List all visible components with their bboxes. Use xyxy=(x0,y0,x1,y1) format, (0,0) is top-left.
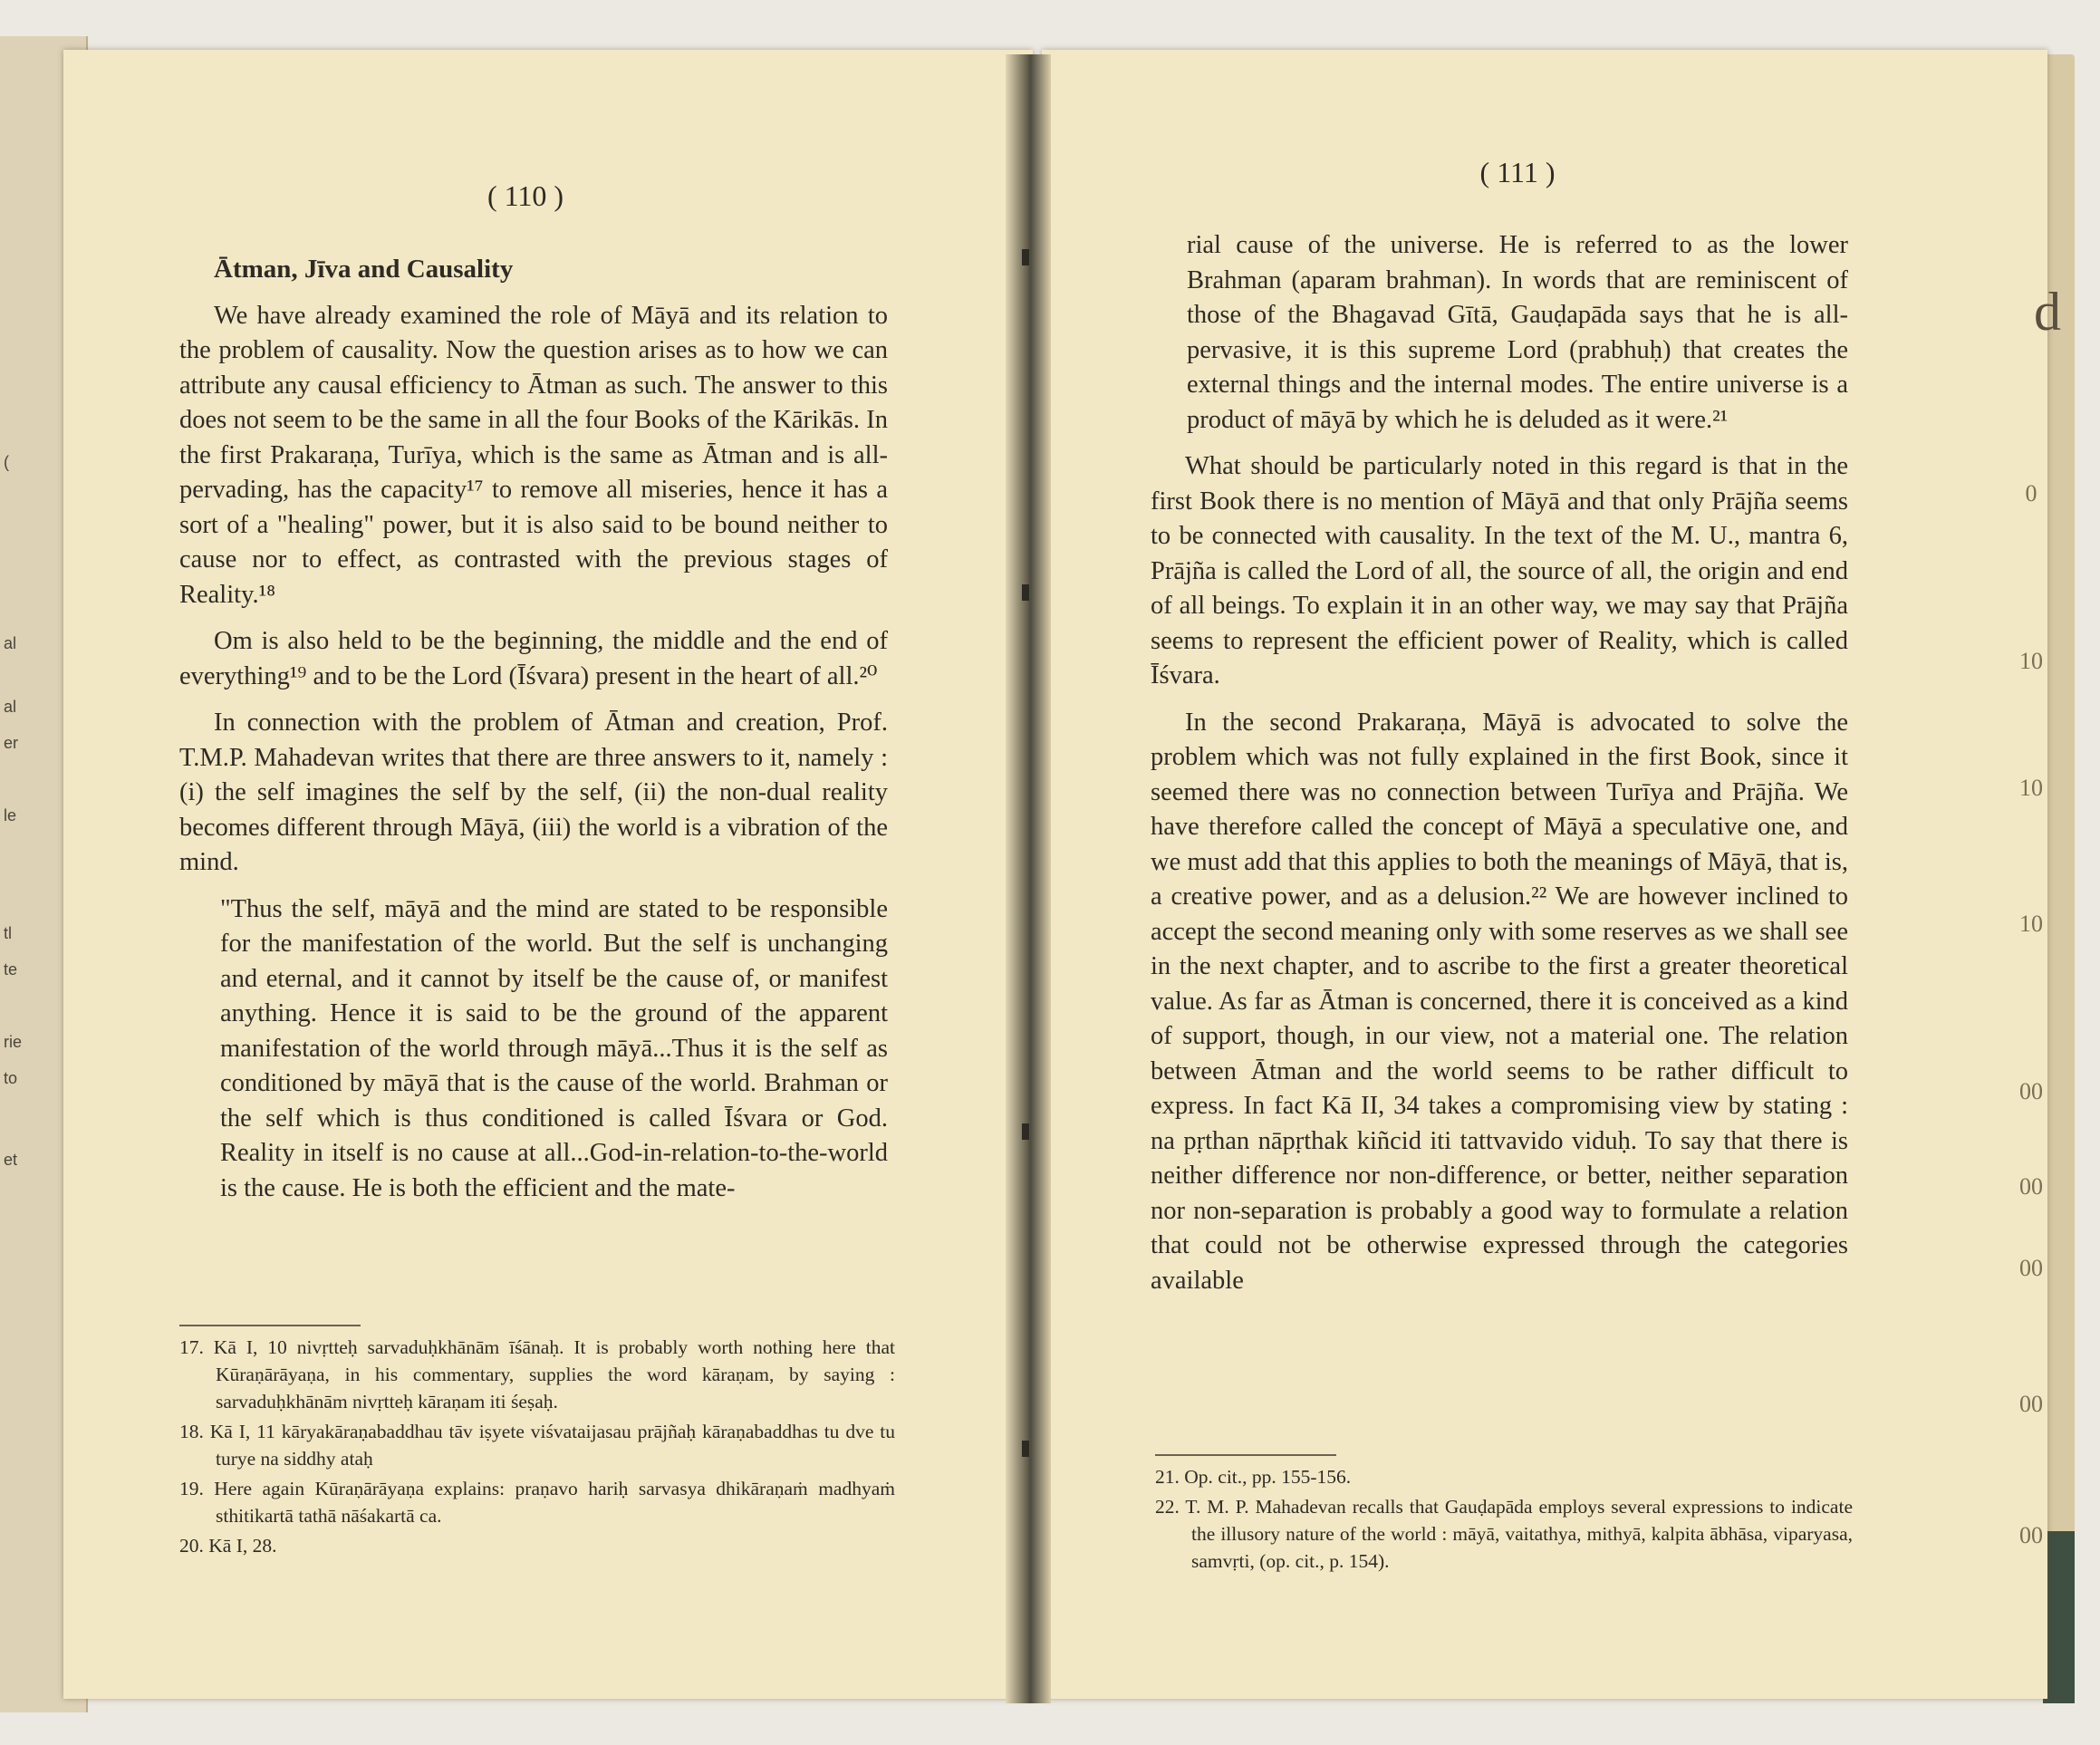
right-footnotes xyxy=(1155,1463,1853,1577)
adjacent-page-fragment: 00 xyxy=(2019,1078,2043,1104)
previous-page-fragment: er xyxy=(4,734,19,752)
adjacent-page-fragment: 00 xyxy=(2019,1391,2043,1417)
paragraph: In connection with the problem of Ātman and creation, Prof. T.M.P. Mahadevan writes that there are three answers to it, namely : (i) the self imagines the self by the self, (ii) the non-dual reality becomes different through Māyā, (iii) the world is a vibration of the mind. xyxy=(179,709,888,876)
previous-page-fragment: rie xyxy=(4,1033,23,1051)
footnote: 20. Kā I, 28. xyxy=(179,1535,277,1557)
previous-page-fragment: tl xyxy=(4,924,12,942)
footnote-rule xyxy=(1155,1454,1336,1456)
paragraph: rial cause of the universe. He is referred to as the lower Brahman (aparam brahman). In words that are reminiscent of those of the Bhagavad Gītā, Gauḍapāda says that he is all-pervasive, it is this supreme Lord (prabhuḥ) that creates the external things and the internal modes. The entire universe is a product of māyā by which he is deluded as it were.²¹ xyxy=(1187,231,1848,434)
adjacent-page-fragment: 00 xyxy=(2019,1173,2043,1200)
footnote: 22. T. M. P. Mahadevan recalls that Gauḍapāda employs several expressions to indicate the illusory nature of the world : māyā, vaitathya, mithyā, kalpita ābhāsa, viparyasa, samvṛti, (op. cit., p. 154). xyxy=(1155,1496,1853,1572)
page-number-left: ( 110 ) xyxy=(486,179,564,212)
footnote: 19. Here again Kūraṇārāyaṇa explains: praṇavo hariḥ sarvasya dhikāraṇaṁ madhyaṁ sthitikartā tathā nāśakartā ca. xyxy=(179,1478,895,1527)
left-page-body xyxy=(179,252,888,1218)
page-number-right: ( 111 ) xyxy=(1479,156,1556,188)
binding-stitch xyxy=(1022,584,1029,601)
cloth-binding xyxy=(2043,1531,2075,1703)
adjacent-page-fragment: 10 xyxy=(2019,911,2043,937)
adjacent-page-fragment: 10 xyxy=(2019,775,2043,801)
paragraph: We have already examined the role of Māyā and its relation to the problem of causality. Now the question arises as to how we can attribute any causal efficiency to Ātman as such. The answer to this does not seem to be the same in all the four Books of the Kārikās. In the first Prakaraṇa, Turīya, which is the same as Ātman and is all-pervading, has the capacity¹⁷ to remove all miseries, hence it has a sort of a "healing" power, but it is also said to be bound neither to cause nor to effect, as contrasted with the previous stages of Reality.¹⁸ xyxy=(179,301,888,609)
adjacent-page-fragment: 00 xyxy=(2019,1255,2043,1281)
footnote-rule xyxy=(179,1325,361,1326)
previous-page-fragment: ( xyxy=(4,453,9,471)
previous-page-fragment: to xyxy=(4,1069,18,1087)
block-quote xyxy=(220,892,888,1207)
paragraph: In the second Prakaraṇa, Māyā is advocated to solve the problem which was not fully explained in the first Book, since it seemed there was no connection between Turīya and Prājña. We have therefore called the concept of Māyā a speculative one, and we must add that this applies to both the meanings of Māyā, that is, a creative power, and as a delusion.²² We are however inclined to accept the second meaning only with some reserves as we shall see in the next chapter, and to ascribe to the first a greater theoretical value. As far as Ātman is concerned, there it is conceived as a kind of support, though, in our view, not a material one. The relation between Ātman and the world seems to be rather difficult to express. In fact Kā II, 34 takes a compromising view by stating : na pṛthan nāpṛthak kiñcid iti tattvavido viduḥ. To say that there is neither difference nor non-difference, or better, neither separation nor non-separation is probably a good way to formulate a relation that could not be otherwise expressed through the categories available xyxy=(1151,708,1848,1295)
paragraph: Om is also held to be the beginning, the middle and the end of everything¹⁹ and to be the Lord (Īśvara) present in the heart of all.²⁰ xyxy=(179,627,888,690)
footnote: 21. Op. cit., pp. 155-156. xyxy=(1155,1466,1352,1488)
section-heading: Ātman, Jīva and Causality xyxy=(214,255,514,284)
footnote: 18. Kā I, 11 kāryakāraṇabaddhau tāv iṣyete viśvataijasau prājñaḥ kāraṇabaddhas tu dve tu turye na siddhy ataḥ xyxy=(179,1421,895,1470)
adjacent-page-fragment: d xyxy=(2034,282,2061,342)
footnote: 17. Kā I, 10 nivṛtteḥ sarvaduḥkhānām īśānaḥ. It is probably worth nothing here that Kūraṇārāyaṇa, in his commentary, supplies the word kāraṇam, by saying : sarvaduḥkhānām nivṛtteḥ kāraṇam iti śeṣaḥ. xyxy=(179,1336,895,1412)
adjacent-page-fragment: 10 xyxy=(2019,648,2043,674)
binding-stitch xyxy=(1022,1123,1029,1140)
quote-text: "Thus the self, māyā and the mind are stated to be responsible for the manifestation of the world. But the self is unchanging and eternal, and it cannot by itself be the cause of, or manifest anything. Hence it is said to be the ground of the apparent manifestation of the world through māyā...Thus it is the self as conditioned by māyā that is the cause of the world. Brahman or the self which is thus conditioned is called Īśvara or God. Reality in itself is no cause at all...God-in-relation-to-the-world is the cause. He is both the efficient and the mate- xyxy=(220,894,888,1202)
previous-page-fragment: le xyxy=(4,806,17,824)
previous-page-fragment: al xyxy=(4,698,17,716)
right-page-body xyxy=(1151,228,1848,1310)
binding-stitch xyxy=(1022,249,1029,265)
left-footnotes xyxy=(179,1334,895,1562)
adjacent-page-fragment: 00 xyxy=(2019,1522,2043,1548)
previous-page-fragment: al xyxy=(4,634,17,652)
paragraph: What should be particularly noted in this regard is that in the first Book there is no mention of Māyā and that only Prājña seems to be connected with causality. In the text of the M. U., mantra 6, Prājña is called the Lord of all, the source of all, the origin and end of all beings. To explain it in an other way, we may say that Prājña seems to represent the efficient power of Reality, which is called Īśvara. xyxy=(1151,452,1848,689)
previous-page-fragment: et xyxy=(4,1151,18,1169)
binding-stitch xyxy=(1022,1441,1029,1457)
adjacent-page-fragment: 0 xyxy=(2025,480,2037,506)
previous-page-fragment: te xyxy=(4,960,18,979)
